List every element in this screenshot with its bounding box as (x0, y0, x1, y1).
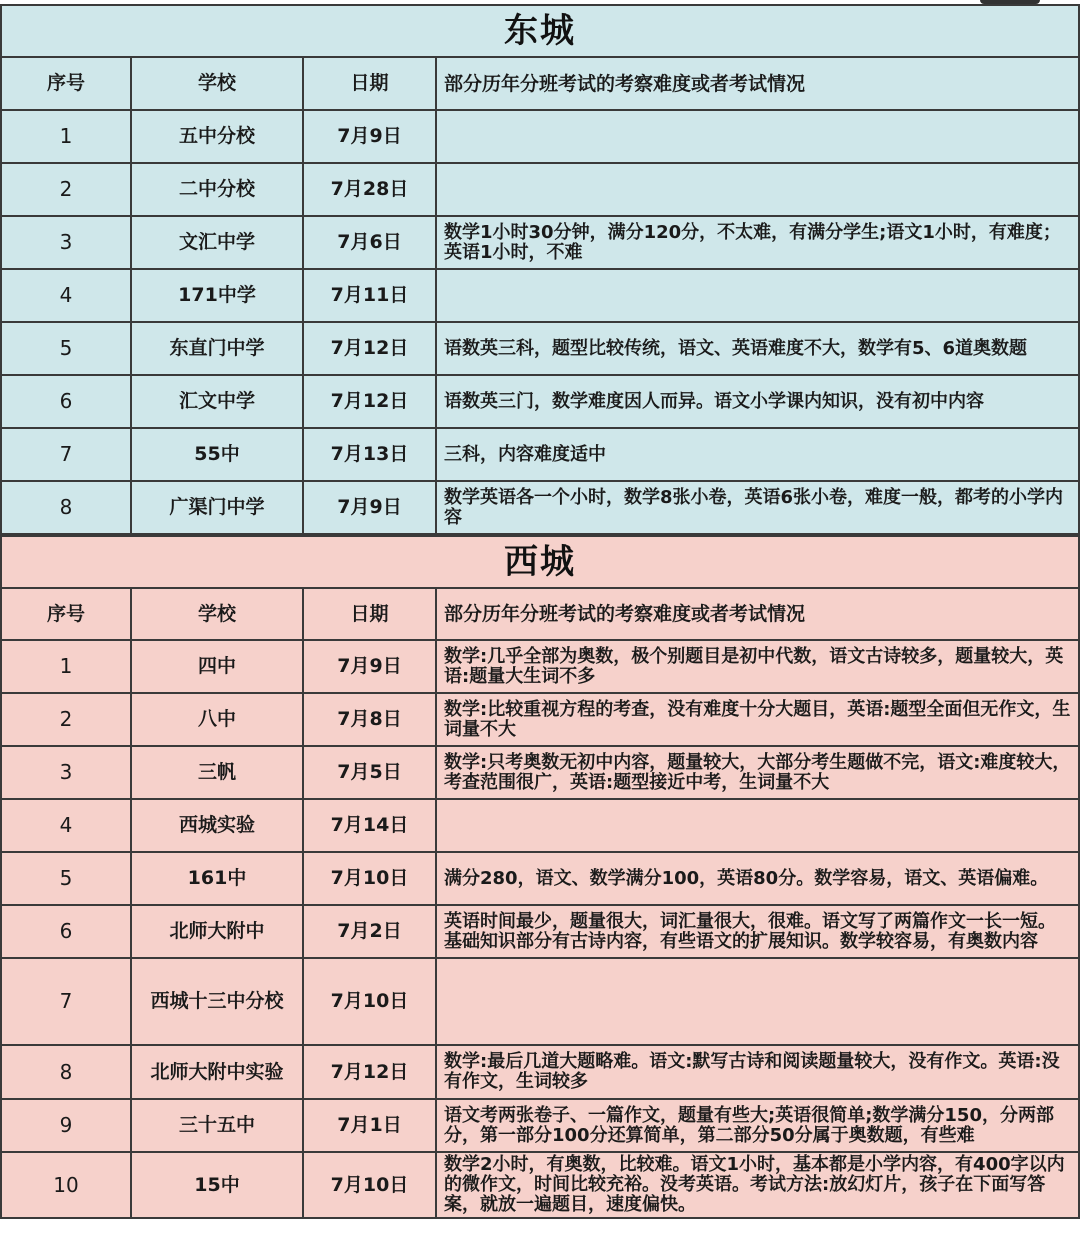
row-index: 3 (1, 746, 131, 799)
header-school: 学校 (131, 57, 303, 110)
table-row (1, 693, 1079, 746)
row-date: 7月5日 (303, 746, 436, 799)
row-info (436, 958, 1079, 1045)
row-index: 4 (1, 799, 131, 852)
section-title-row (1, 536, 1079, 588)
row-index: 8 (1, 1045, 131, 1099)
table-row (1, 322, 1079, 375)
table-row (1, 799, 1079, 852)
row-info: 数学:比较重视方程的考查，没有难度十分大题目，英语:题型全面但无作文，生词量不大 (436, 693, 1079, 746)
section-title: 东城 (1, 5, 1079, 57)
header-info: 部分历年分班考试的考察难度或者考试情况 (436, 57, 1079, 110)
row-info (436, 163, 1079, 216)
row-school: 汇文中学 (131, 375, 303, 428)
row-index: 6 (1, 905, 131, 958)
row-school: 五中分校 (131, 110, 303, 163)
table-row (1, 1152, 1079, 1218)
row-index: 1 (1, 110, 131, 163)
header-row (1, 588, 1079, 640)
row-date: 7月9日 (303, 640, 436, 693)
row-school: 三帆 (131, 746, 303, 799)
row-school: 文汇中学 (131, 216, 303, 269)
table-row (1, 852, 1079, 905)
table-row (1, 640, 1079, 693)
row-school: 161中 (131, 852, 303, 905)
header-info: 部分历年分班考试的考察难度或者考试情况 (436, 588, 1079, 640)
row-date: 7月1日 (303, 1099, 436, 1152)
row-date: 7月13日 (303, 428, 436, 481)
row-school: 西城十三中分校 (131, 958, 303, 1045)
xicheng-table (0, 535, 1080, 1219)
row-index: 9 (1, 1099, 131, 1152)
table-row (1, 110, 1079, 163)
header-date: 日期 (303, 588, 436, 640)
row-info: 语数英三科，题型比较传统，语文、英语难度不大，数学有5、6道奥数题 (436, 322, 1079, 375)
section-title: 西城 (1, 536, 1079, 588)
row-date: 7月28日 (303, 163, 436, 216)
row-info: 语数英三门，数学难度因人而异。语文小学课内知识，没有初中内容 (436, 375, 1079, 428)
row-index: 1 (1, 640, 131, 693)
table-row (1, 216, 1079, 269)
row-date: 7月11日 (303, 269, 436, 322)
table-row (1, 1099, 1079, 1152)
row-index: 5 (1, 322, 131, 375)
header-date: 日期 (303, 57, 436, 110)
row-info (436, 110, 1079, 163)
row-info (436, 799, 1079, 852)
row-date: 7月8日 (303, 693, 436, 746)
row-info: 英语时间最少，题量很大，词汇量很大，很难。语文写了两篇作文一长一短。 基础知识部分有古诗内容，有些语文的扩展知识。数学较容易，有奥数内容 (436, 905, 1079, 958)
row-index: 10 (1, 1152, 131, 1218)
row-index: 7 (1, 958, 131, 1045)
row-date: 7月10日 (303, 852, 436, 905)
row-info: 数学:只考奥数无初中内容，题量较大，大部分考生题做不完，语文:难度较大，考查范围很广，英语:题型接近中考，生词量不大 (436, 746, 1079, 799)
row-date: 7月2日 (303, 905, 436, 958)
section-title-row (1, 5, 1079, 57)
row-school: 北师大附中实验 (131, 1045, 303, 1099)
row-school: 北师大附中 (131, 905, 303, 958)
row-date: 7月10日 (303, 958, 436, 1045)
row-index: 2 (1, 693, 131, 746)
table-row (1, 905, 1079, 958)
table-row (1, 746, 1079, 799)
header-school: 学校 (131, 588, 303, 640)
row-date: 7月6日 (303, 216, 436, 269)
row-date: 7月12日 (303, 322, 436, 375)
table-row (1, 481, 1079, 534)
table-row (1, 163, 1079, 216)
row-info: 语文考两张卷子、一篇作文，题量有些大;英语很简单;数学满分150，分两部分，第一部分100分还算简单，第二部分50分属于奥数题，有些难 (436, 1099, 1079, 1152)
row-info: 数学2小时，有奥数，比较难。语文1小时，基本都是小学内容，有400字以内的微作文，时间比较充裕。没考英语。考试方法:放幻灯片，孩子在下面写答案，就放一遍题目，速度偏快。 (436, 1152, 1079, 1218)
header-index: 序号 (1, 57, 131, 110)
row-date: 7月9日 (303, 481, 436, 534)
row-index: 5 (1, 852, 131, 905)
row-index: 4 (1, 269, 131, 322)
row-date: 7月12日 (303, 375, 436, 428)
row-school: 171中学 (131, 269, 303, 322)
row-info: 三科，内容难度适中 (436, 428, 1079, 481)
row-school: 三十五中 (131, 1099, 303, 1152)
dongcheng-table (0, 4, 1080, 535)
row-school: 二中分校 (131, 163, 303, 216)
row-info: 数学:几乎全部为奥数，极个别题目是初中代数，语文古诗较多，题量较大，英语:题量大生词不多 (436, 640, 1079, 693)
row-info: 数学英语各一个小时，数学8张小卷，英语6张小卷，难度一般，都考的小学内容 (436, 481, 1079, 534)
row-index: 6 (1, 375, 131, 428)
row-index: 3 (1, 216, 131, 269)
header-row (1, 57, 1079, 110)
row-index: 7 (1, 428, 131, 481)
row-info: 数学1小时30分钟，满分120分，不太难，有满分学生;语文1小时，有难度； 英语1小时，不难 (436, 216, 1079, 269)
row-date: 7月14日 (303, 799, 436, 852)
row-date: 7月12日 (303, 1045, 436, 1099)
header-index: 序号 (1, 588, 131, 640)
row-info (436, 269, 1079, 322)
row-school: 55中 (131, 428, 303, 481)
row-school: 四中 (131, 640, 303, 693)
table-row (1, 1045, 1079, 1099)
row-school: 八中 (131, 693, 303, 746)
row-index: 2 (1, 163, 131, 216)
row-info: 数学:最后几道大题略难。语文:默写古诗和阅读题量较大，没有作文。英语:没有作文，生词较多 (436, 1045, 1079, 1099)
row-school: 广渠门中学 (131, 481, 303, 534)
table-row (1, 375, 1079, 428)
table-row (1, 428, 1079, 481)
table-row (1, 269, 1079, 322)
row-info: 满分280，语文、数学满分100，英语80分。数学容易，语文、英语偏难。 (436, 852, 1079, 905)
row-school: 东直门中学 (131, 322, 303, 375)
table-row (1, 958, 1079, 1045)
row-date: 7月10日 (303, 1152, 436, 1218)
row-index: 8 (1, 481, 131, 534)
row-school: 西城实验 (131, 799, 303, 852)
row-school: 15中 (131, 1152, 303, 1218)
row-date: 7月9日 (303, 110, 436, 163)
